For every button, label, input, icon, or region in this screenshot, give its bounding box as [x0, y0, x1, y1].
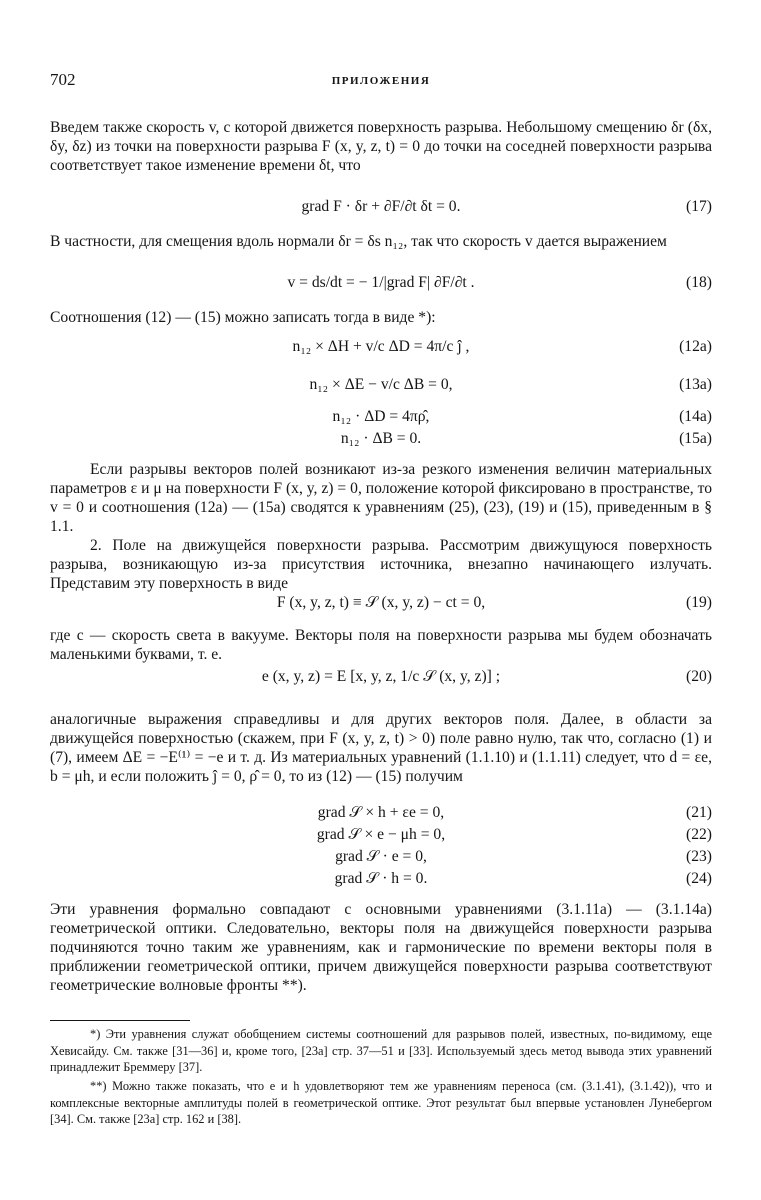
footnote-1: *) Эти уравнения служат обобщением системы соотношений для разрывов полей, известных, по-видимому, еще Хевисайду. См. также [31—36] и, кроме того, [23a] стр. 37—51 и [33]. Используемый здесь метод вывода этих уравнений принадлежит Бреммеру [37].	[50, 1027, 712, 1074]
equation-15a-number: (15a)	[679, 430, 712, 447]
equation-17-formula: grad F · δr + ∂F/∂t δt = 0.	[301, 198, 461, 215]
equation-20-formula: e (x, y, z) = E [x, y, z, 1/c 𝒮 (x, y, z)] ;	[261, 668, 501, 685]
equation-22-formula: grad 𝒮 × e − μh = 0,	[316, 826, 446, 843]
equation-14a-number: (14a)	[679, 408, 712, 425]
equation-23-number: (23)	[686, 848, 712, 865]
paragraph-4-block	[50, 460, 712, 536]
footnote-2: **) Можно также показать, что e и h удовлетворяют тем же уравнениям переноса (см. (3.1.41), (3.1.42)), что и комплексные векторные амплитуды полей в геометрической оптике. Этот результат был впервые установлен Лунебергом [34]. См. также [23a] стр. 162 и [38].	[50, 1079, 712, 1126]
equation-21	[50, 802, 712, 824]
equation-17	[50, 196, 712, 218]
equation-24-number: (24)	[686, 870, 712, 887]
footnote-1-block	[50, 1026, 712, 1076]
equation-19-formula: F (x, y, z, t) ≡ 𝒮 (x, y, z) − ct = 0,	[276, 594, 486, 611]
running-head: ПРИЛОЖЕНИЯ	[331, 75, 431, 87]
equation-15a	[50, 428, 712, 450]
equation-19-number: (19)	[686, 594, 712, 611]
equation-19	[50, 592, 712, 614]
page-header	[50, 70, 712, 94]
equation-14a-formula: n₁₂ · ΔD = 4πρ̂,	[332, 408, 430, 425]
equation-21-number: (21)	[686, 804, 712, 821]
equation-23	[50, 846, 712, 868]
paragraph-2: В частности, для смещения вдоль нормали δr = δs n₁₂, так что скорость v дается выражением	[50, 233, 667, 250]
paragraph-5-block	[50, 536, 712, 593]
paragraph-2-block	[50, 232, 712, 251]
equation-12a-formula: n₁₂ × ΔH + v/c ΔD = 4π/c ĵ ,	[292, 338, 470, 355]
paragraph-8: Эти уравнения формально совпадают с основными уравнениями (3.1.11a) — (3.1.14a) геометрической оптики. Следовательно, векторы поля на движущейся поверхности разрыва подчиняются точно таким же уравнениям, как и гармонические по времени векторы поля в приближении геометрической оптики, причем движущейся поверхности разрыва соответствуют геометрические волновые фронты **).	[50, 901, 712, 994]
equation-12a	[50, 336, 712, 358]
page-number: 702	[50, 70, 76, 89]
paragraph-7-block	[50, 710, 712, 786]
footnote-rule	[50, 1020, 190, 1021]
paragraph-6-block	[50, 626, 712, 664]
equation-20	[50, 666, 712, 688]
equation-18	[50, 272, 712, 294]
equation-13a-number: (13a)	[679, 376, 712, 393]
paragraph-8-block	[50, 900, 712, 995]
equation-24-formula: grad 𝒮 · h = 0.	[334, 870, 428, 887]
paragraph-7: аналогичные выражения справедливы и для других векторов поля. Далее, в области за движущейся поверхностью (скажем, при F (x, y, z, t) > 0) поле равно нулю, так что, согласно (1) и (7), имеем ΔE = −E⁽¹⁾ = −e и т. д. Из материальных уравнений (1.1.10) и (1.1.11) следует, что d = εe, b = μh, и если положить ĵ = 0, ρ̂ = 0, то из (12) — (15) получим	[50, 711, 712, 785]
paragraph-4: Если разрывы векторов полей возникают из-за резкого изменения величин материальных параметров ε и μ на поверхности F (x, y, z) = 0, положение которой фиксировано в пространстве, то v = 0 и соотношения (12a) — (15a) сводятся к уравнениям (25), (23), (19) и (15), приведенным в § 1.1.	[50, 461, 712, 535]
paragraph-6: где c — скорость света в вакууме. Векторы поля на поверхности разрыва мы будем обозначать маленькими буквами, т. е.	[50, 627, 712, 663]
equation-13a-formula: n₁₂ × ΔE − v/c ΔB = 0,	[309, 376, 453, 393]
equation-22	[50, 824, 712, 846]
paragraph-1: Введем также скорость v, с которой движется поверхность разрыва. Небольшому смещению δr (δx, δy, δz) из точки на поверхности разрыва F (x, y, z, t) = 0 до точки на соседней поверхности разрыва соответствует такое изменение времени δt, что	[50, 119, 712, 174]
paragraph-3: Соотношения (12) — (15) можно записать тогда в виде *):	[50, 309, 436, 326]
equation-24	[50, 868, 712, 890]
equation-22-number: (22)	[686, 826, 712, 843]
equation-17-number: (17)	[686, 198, 712, 215]
equation-15a-formula: n₁₂ · ΔB = 0.	[340, 430, 422, 447]
equation-18-formula: v = ds/dt = − 1/|grad F| ∂F/∂t .	[287, 274, 475, 291]
equation-14a	[50, 406, 712, 428]
equation-23-formula: grad 𝒮 · e = 0,	[335, 848, 427, 865]
paragraph-5: 2. Поле на движущейся поверхности разрыва. Рассмотрим движущуюся поверхность разрыва, возникающую из-за присутствия источника, внезапно начинающего излучать. Представим эту поверхность в виде	[50, 537, 712, 592]
paragraph-1-block	[50, 118, 712, 175]
footnote-2-block	[50, 1078, 712, 1128]
equation-21-formula: grad 𝒮 × h + εe = 0,	[317, 804, 445, 821]
equation-13a	[50, 374, 712, 396]
equation-12a-number: (12a)	[679, 338, 712, 355]
equation-20-number: (20)	[686, 668, 712, 685]
equation-18-number: (18)	[686, 274, 712, 291]
paragraph-3-block	[50, 308, 712, 327]
